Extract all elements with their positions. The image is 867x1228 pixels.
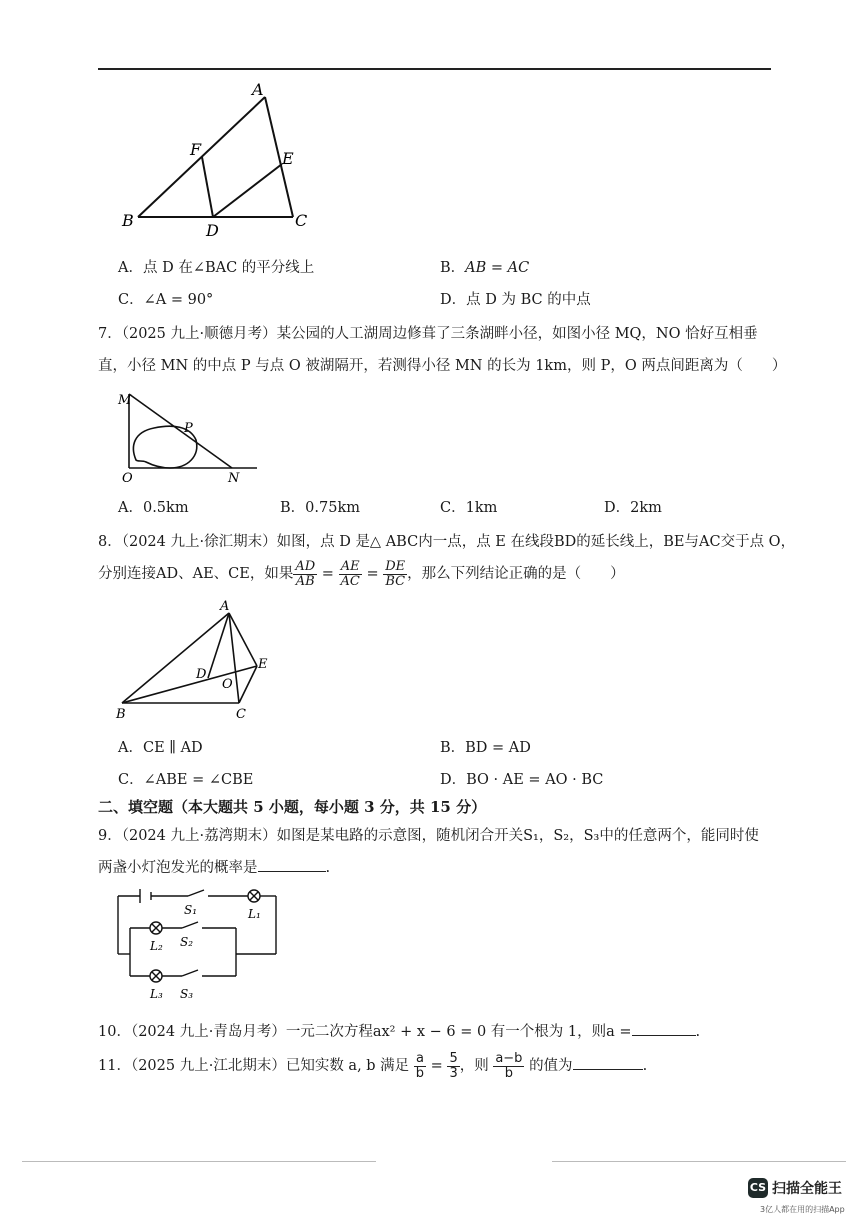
q7-line1: 7．（2025 九上·顺德月考）某公园的人工湖周边修葺了三条湖畔小径，如图小径 MQ，NO 恰好互相垂	[98, 326, 758, 342]
q7-lake-figure	[112, 386, 262, 486]
q6-option-c: C．∠A = 90°	[118, 292, 214, 308]
label-m: M	[118, 393, 132, 408]
label-f: F	[190, 140, 202, 159]
q10-answer-blank	[632, 1021, 696, 1036]
label-l1: L₁	[248, 907, 261, 921]
label-s2: S₂	[180, 935, 194, 949]
q8-option-b: B．BD = AD	[440, 740, 531, 756]
label-e: E	[258, 657, 268, 672]
fraction-ae-ac: $\frac{AE}{AC}$	[340, 558, 360, 589]
label-c: C	[236, 707, 246, 722]
side-ab	[122, 613, 229, 703]
segment-ce	[239, 666, 257, 703]
camscanner-logo-icon: CS	[748, 1178, 768, 1198]
q9-line1: 9．（2024 九上·荔湾期末）如图是某电路的示意图，随机闭合开关S₁，S₂，S₃中的任意两个，能同时使	[98, 828, 759, 844]
q9-line2: 两盏小灯泡发光的概率是 .	[98, 856, 330, 877]
q11-line: 11．（2025 九上·江北期末）已知实数 a, b 满足 $\frac{a}{b}$ = $\frac{5}{3}$ ，则 $\frac{a-b}{b}$ 的值为 .	[98, 1050, 648, 1081]
label-p: P	[184, 421, 193, 436]
q6-option-d: D．点 D 为 BC 的中点	[440, 292, 591, 308]
fraction-5-3: $\frac{5}{3}$	[449, 1050, 458, 1081]
q7-option-d: D．2km	[604, 500, 662, 516]
q6-triangle-figure	[110, 80, 330, 240]
segment-fd	[202, 157, 213, 217]
q8-option-a: A．CE ∥ AD	[118, 740, 203, 756]
label-d: D	[206, 221, 219, 240]
label-n: N	[228, 471, 240, 486]
q8-option-c: C．∠ABE = ∠CBE	[118, 772, 254, 788]
q7-option-b: B．0.75km	[280, 500, 360, 516]
label-b: B	[122, 211, 134, 230]
q6-option-b: B．AB = AC	[440, 260, 530, 276]
fraction-ad-ab: $\frac{AD}{AB}$	[295, 558, 316, 589]
q8-line1: 8．（2024 九上·徐汇期末）如图，点 D 是△ ABC内一点，点 E 在线段BD的延长线上，BE与AC交于点 O，	[98, 534, 796, 550]
fraction-de-bc: $\frac{DE}{BC}$	[385, 558, 406, 589]
label-a: A	[252, 80, 264, 99]
label-o: O	[222, 677, 233, 692]
label-d: D	[196, 667, 207, 682]
fraction-a-b: $\frac{a}{b}$	[415, 1050, 425, 1081]
label-o: O	[122, 471, 133, 486]
segment-ae	[229, 613, 257, 666]
label-s3: S₃	[180, 987, 194, 1001]
footer-rule-right	[552, 1161, 846, 1162]
q10-line: 10．（2024 九上·青岛月考）一元二次方程ax² + x − 6 = 0 有一个根为 1，则a = .	[98, 1020, 700, 1041]
side-ba	[138, 97, 265, 217]
section-2-heading: 二、填空题（本大题共 5 小题，每小题 3 分，共 15 分）	[98, 798, 487, 816]
q9-answer-blank	[258, 857, 326, 872]
camscanner-app-name: 扫描全能王	[772, 1181, 842, 1197]
q9-circuit-figure	[108, 884, 288, 1006]
label-a: A	[220, 599, 230, 614]
top-rule	[98, 68, 771, 70]
q11-answer-blank	[573, 1055, 643, 1070]
q8-triangle-figure	[112, 598, 282, 724]
q6-option-a: A．点 D 在∠BAC 的平分线上	[118, 260, 315, 276]
camscanner-tagline: 3亿人都在用的扫描App	[760, 1205, 845, 1214]
label-l3: L₃	[150, 987, 163, 1001]
switch-s2	[182, 922, 198, 928]
label-l2: L₂	[150, 939, 163, 953]
footer-rule-left	[22, 1161, 376, 1162]
q7-option-a: A．0.5km	[118, 500, 189, 516]
q7-line2: 直，小径 MN 的中点 P 与点 O 被湖隔开，若测得小径 MN 的长为 1km，则 P，O 两点间距离为（ ）	[98, 358, 787, 374]
label-b: B	[116, 707, 126, 722]
switch-s1	[188, 890, 204, 896]
q8-option-d: D．BO · AE = AO · BC	[440, 772, 604, 788]
label-s1: S₁	[184, 903, 198, 917]
label-c: C	[295, 211, 308, 230]
segment-de	[213, 164, 282, 217]
q8-line2: 分别连接AD、AE、CE，如果 $\frac{AD}{AB}$ = $\frac{AE}{AC}$ = $\frac{DE}{BC}$ ，那么下列结论正确的是（ ）	[98, 558, 625, 589]
label-e: E	[282, 149, 294, 168]
switch-s3	[182, 970, 198, 976]
q7-option-c: C．1km	[440, 500, 498, 516]
fraction-a-minus-b-over-b: $\frac{a-b}{b}$	[495, 1050, 523, 1081]
